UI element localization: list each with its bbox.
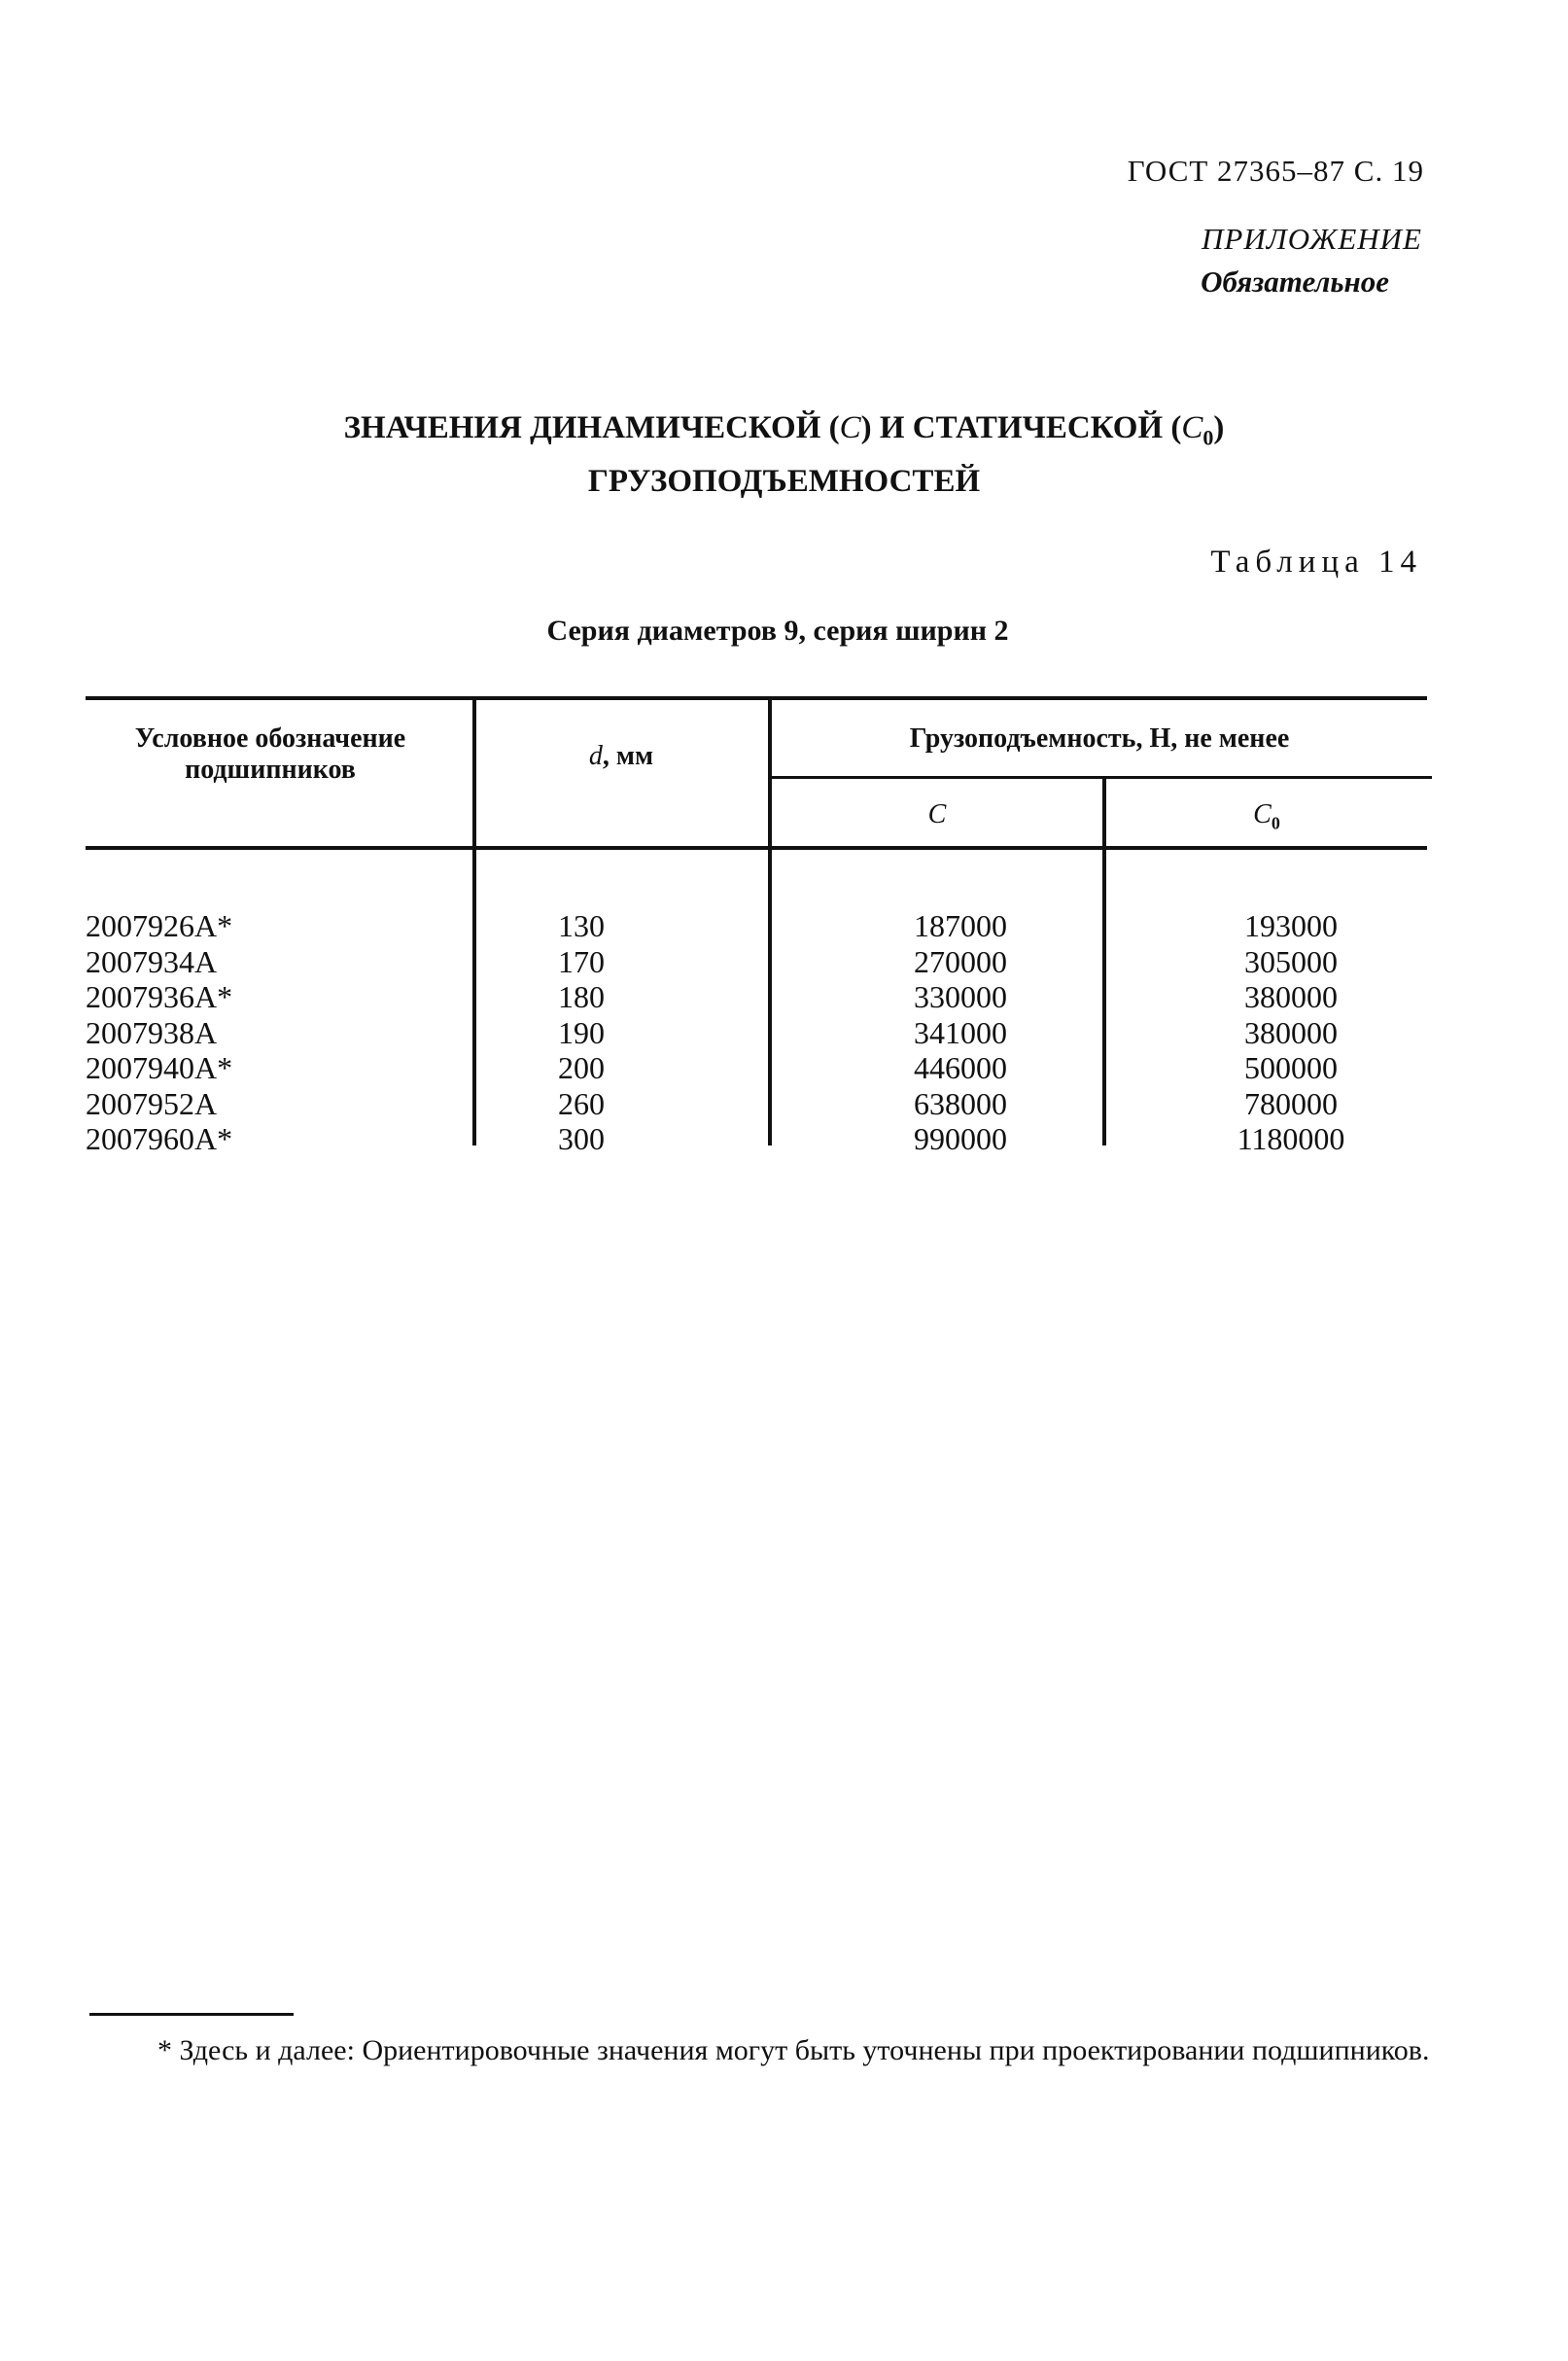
cell-c: 990000: [914, 1121, 1007, 1156]
cell-c: 270000: [914, 943, 1007, 979]
cell-c0: 380000: [1244, 979, 1338, 1014]
header-capacity: Грузоподъемность, Н, не менее: [909, 723, 1290, 754]
appendix-label: ПРИЛОЖЕНИЕ: [1202, 222, 1422, 256]
footnote-rule: [89, 2013, 294, 2016]
cell-designation: 2007936A*: [86, 979, 233, 1014]
cell-c0: 1180000: [1237, 1121, 1345, 1156]
header-sub-rule: [771, 776, 1432, 779]
cell-d: 180: [558, 979, 605, 1014]
cell-d: 200: [558, 1050, 605, 1085]
column-c: [844, 908, 1077, 1157]
title-line-2: ГРУЗОПОДЪЕМНОСТЕЙ: [587, 463, 981, 499]
page-title: [0, 406, 1568, 503]
header-c: C: [927, 799, 947, 829]
cell-c0: 305000: [1244, 943, 1338, 979]
cell-designation: 2007960A*: [86, 1121, 233, 1156]
appendix-type: Обязательное: [1201, 264, 1389, 299]
column-c0: [1174, 908, 1408, 1157]
header-c0: $C_0$: [1253, 799, 1280, 833]
footnote: * Здесь и далее: Ориентировочные значения могут быть уточнены при проектировании подшипников.: [157, 2034, 1430, 2066]
cell-c0: 780000: [1244, 1085, 1338, 1121]
document-code: ГОСТ 27365–87 С. 19: [1127, 154, 1424, 188]
cell-d: 190: [558, 1014, 605, 1050]
cell-c: 341000: [914, 1014, 1007, 1050]
cell-designation: 2007952A: [86, 1085, 218, 1121]
cell-c: 446000: [914, 1050, 1007, 1085]
cell-d: 300: [558, 1121, 605, 1156]
table-top-rule: [86, 696, 1427, 700]
col-divider-2: [768, 696, 772, 1145]
header-designation: Условное обозначение подшипников: [134, 723, 406, 785]
cell-c0: 500000: [1244, 1050, 1338, 1085]
cell-c0: 193000: [1244, 908, 1338, 943]
column-d: [474, 908, 688, 1157]
cell-designation: 2007938A: [86, 1014, 218, 1050]
cell-c0: 380000: [1244, 1014, 1338, 1050]
cell-c: 187000: [914, 908, 1007, 943]
cell-d: 170: [558, 943, 605, 979]
cell-d: 130: [558, 908, 605, 943]
header-d: d, мм: [588, 741, 654, 771]
title-line-1: ЗНАЧЕНИЯ ДИНАМИЧЕСКОЙ (C) И СТАТИЧЕСКОЙ $(C_0)$: [343, 410, 1225, 450]
data-table: [86, 696, 1427, 1156]
table-number: Таблица 14: [1210, 545, 1422, 580]
cell-c: 638000: [914, 1085, 1007, 1121]
cell-d: 260: [558, 1085, 605, 1121]
table-caption: Серия диаметров 9, серия ширин 2: [546, 615, 1009, 647]
header-bottom-rule: [86, 846, 1427, 850]
cell-designation: 2007940A*: [86, 1050, 233, 1085]
cell-designation: 2007926A*: [86, 908, 233, 943]
cell-c: 330000: [914, 979, 1007, 1014]
cell-designation: 2007934A: [86, 943, 218, 979]
column-designation: [86, 908, 406, 1157]
